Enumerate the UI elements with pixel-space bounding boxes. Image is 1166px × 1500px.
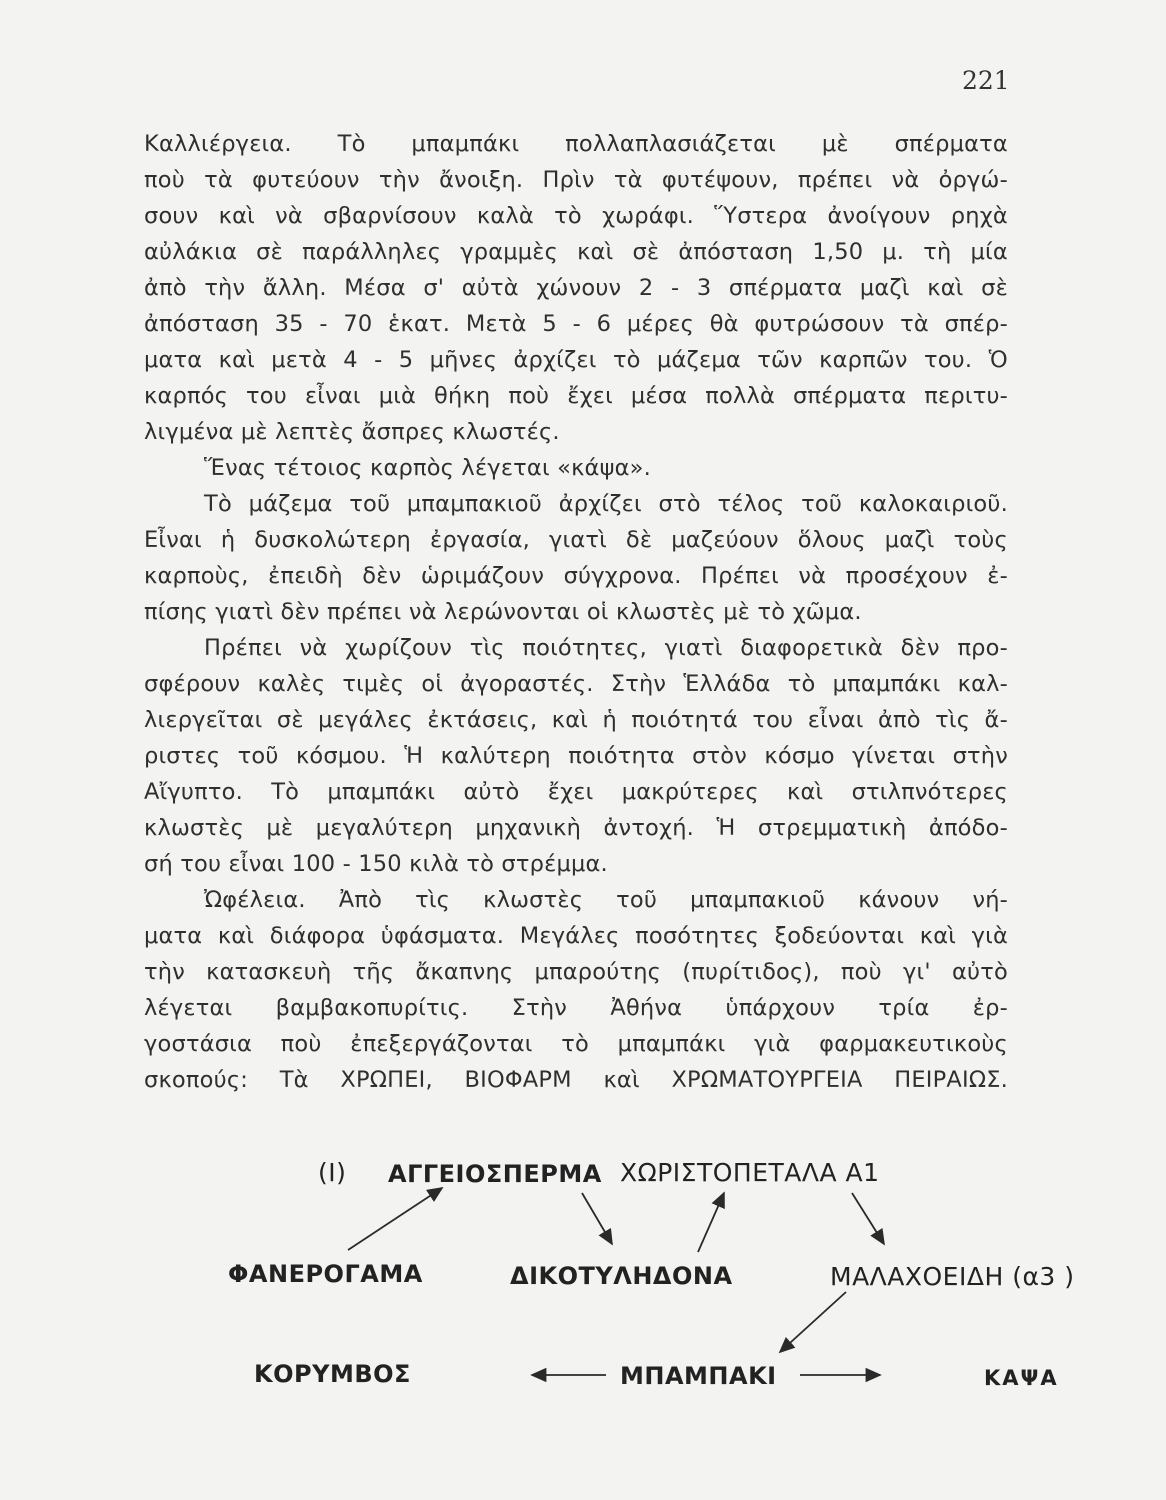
text-line: καρποὺς, ἐπειδὴ δὲν ὡριμάζουν σύγχρονα. Πρέπει νὰ προσέχουν ἐ-: [144, 563, 1008, 589]
text-line: αὐλάκια σὲ παράλληλες γραμμὲς καὶ σὲ ἀπόσταση 1,50 μ. τὴ μία: [144, 239, 1008, 265]
text-line: ριστες τοῦ κόσμου. Ἡ καλύτερη ποιότητα στὸν κόσμο γίνεται στὴν: [144, 743, 1008, 769]
arrow-malva-to-cotton: [780, 1292, 846, 1352]
text-line: Ὠφέλεια. Ἀπὸ τὶς κλωστὲς τοῦ μπαμπακιοῦ κάνουν νή-: [204, 887, 1008, 913]
diagram-prefix: (Ι): [318, 1158, 347, 1187]
diagram-cotton: ΜΠΑΜΠΑΚΙ: [620, 1362, 777, 1390]
arrow-chori-to-malva: [852, 1193, 884, 1244]
text-line: Ἕνας τέτοιος καρπὸς λέγεται «κάψα».: [204, 455, 651, 481]
text-line: ματα καὶ μετὰ 4 - 5 μῆνες ἀρχίζει τὸ μάζεμα τῶν καρπῶν του. Ὁ: [144, 347, 1008, 373]
text-line: Τὸ μάζεμα τοῦ μπαμπακιοῦ ἀρχίζει στὸ τέλος τοῦ καλοκαιριοῦ.: [204, 491, 1008, 517]
text-line: σουν καὶ νὰ σβαρνίσουν καλὰ τὸ χωράφι. Ὕστερα ἀνοίγουν ρηχὰ: [144, 203, 1008, 229]
diagram-dicotyledon: ΔΙΚΟΤΥΛΗΔΟΝΑ: [510, 1262, 733, 1290]
diagram-capsule: ΚΑΨΑ: [984, 1366, 1059, 1390]
text-line: ἀπόσταση 35 - 70 ἑκατ. Μετὰ 5 - 6 μέρες θὰ φυτρώσουν τὰ σπέρ-: [144, 311, 1008, 337]
text-line: Πρέπει νὰ χωρίζουν τὶς ποιότητες, γιατὶ διαφορετικὰ δὲν προ-: [204, 635, 1008, 661]
text-line: σή του εἶναι 100 - 150 κιλὰ τὸ στρέμμα.: [144, 851, 608, 877]
text-line: λέγεται βαμβακοπυρίτις. Στὴν Ἀθήνα ὑπάρχουν τρία ἐρ-: [144, 995, 1008, 1021]
diagram-phanerogams: ΦΑΝΕΡΟΓΑΜΑ: [228, 1260, 423, 1288]
page-number: 221: [962, 66, 1010, 95]
text-line: λιγμένα μὲ λεπτὲς ἄσπρες κλωστές.: [144, 419, 560, 445]
text-line: ἀπὸ τὴν ἄλλη. Μέσα σ' αὐτὰ χώνουν 2 - 3 σπέρματα μαζὶ καὶ σὲ: [144, 275, 1008, 301]
text-line: σφέρουν καλὲς τιμὲς οἱ ἀγοραστές. Στὴν Ἑλλάδα τὸ μπαμπάκι καλ-: [144, 671, 1008, 697]
text-line: λιεργεῖται σὲ μεγάλες ἐκτάσεις, καὶ ἡ ποιότητά του εἶναι ἀπὸ τὶς ἄ-: [144, 707, 1008, 733]
diagram-angiosperm: ΑΓΓΕΙΟΣΠΕΡΜΑ: [388, 1160, 602, 1188]
diagram-choripetalae: ΧΩΡΙΣΤΟΠΕΤΑΛΑ Α1: [620, 1158, 880, 1187]
text-line: τὴν κατασκευὴ τῆς ἄκαπνης μπαρούτης (πυρίτιδος), ποὺ γι' αὐτὸ: [144, 959, 1008, 985]
text-line: καρπός του εἶναι μιὰ θήκη ποὺ ἔχει μέσα πολλὰ σπέρματα περιτυ-: [144, 383, 1008, 409]
text-line: ματα καὶ διάφορα ὑφάσματα. Μεγάλες ποσότητες ξοδεύονται καὶ γιὰ: [144, 923, 1008, 949]
text-line: σκοπούς: Τὰ ΧΡΩΠΕΙ, ΒΙΟΦΑΡΜ καὶ ΧΡΩΜΑΤΟΥΡΓΕΙΑ ΠΕΙΡΑΙΩΣ.: [144, 1067, 1008, 1093]
text-line: Καλλιέργεια. Τὸ μπαμπάκι πολλαπλασιάζεται μὲ σπέρματα: [144, 131, 1008, 157]
text-line: Αἴγυπτο. Τὸ μπαμπάκι αὐτὸ ἔχει μακρύτερες καὶ στιλπνότερες: [144, 779, 1008, 805]
text-line: πίσης γιατὶ δὲν πρέπει νὰ λερώνονται οἱ κλωστὲς μὲ τὸ χῶμα.: [144, 599, 862, 625]
arrow-dicot-to-chori: [698, 1193, 724, 1252]
diagram-malvaceae: ΜΑΛΑΧΟΕΙΔΗ (α3 ): [830, 1262, 1075, 1291]
text-line: γοστάσια ποὺ ἐπεξεργάζονται τὸ μπαμπάκι γιὰ φαρμακευτικοὺς: [144, 1031, 1008, 1057]
arrow-angio-to-dicot: [582, 1193, 612, 1244]
text-line: ποὺ τὰ φυτεύουν τὴν ἄνοιξη. Πρὶν τὰ φυτέψουν, πρέπει νὰ ὀργώ-: [144, 167, 1008, 193]
text-line: Εἶναι ἡ δυσκολώτερη ἐργασία, γιατὶ δὲ μαζεύουν ὅλους μαζὶ τοὺς: [144, 527, 1008, 553]
arrow-phanero-to-angio: [348, 1188, 442, 1250]
text-line: κλωστὲς μὲ μεγαλύτερη μηχανικὴ ἀντοχή. Ἡ στρεμματικὴ ἀπόδο-: [144, 815, 1008, 841]
diagram-corymb: ΚΟΡΥΜΒΟΣ: [254, 1360, 411, 1388]
